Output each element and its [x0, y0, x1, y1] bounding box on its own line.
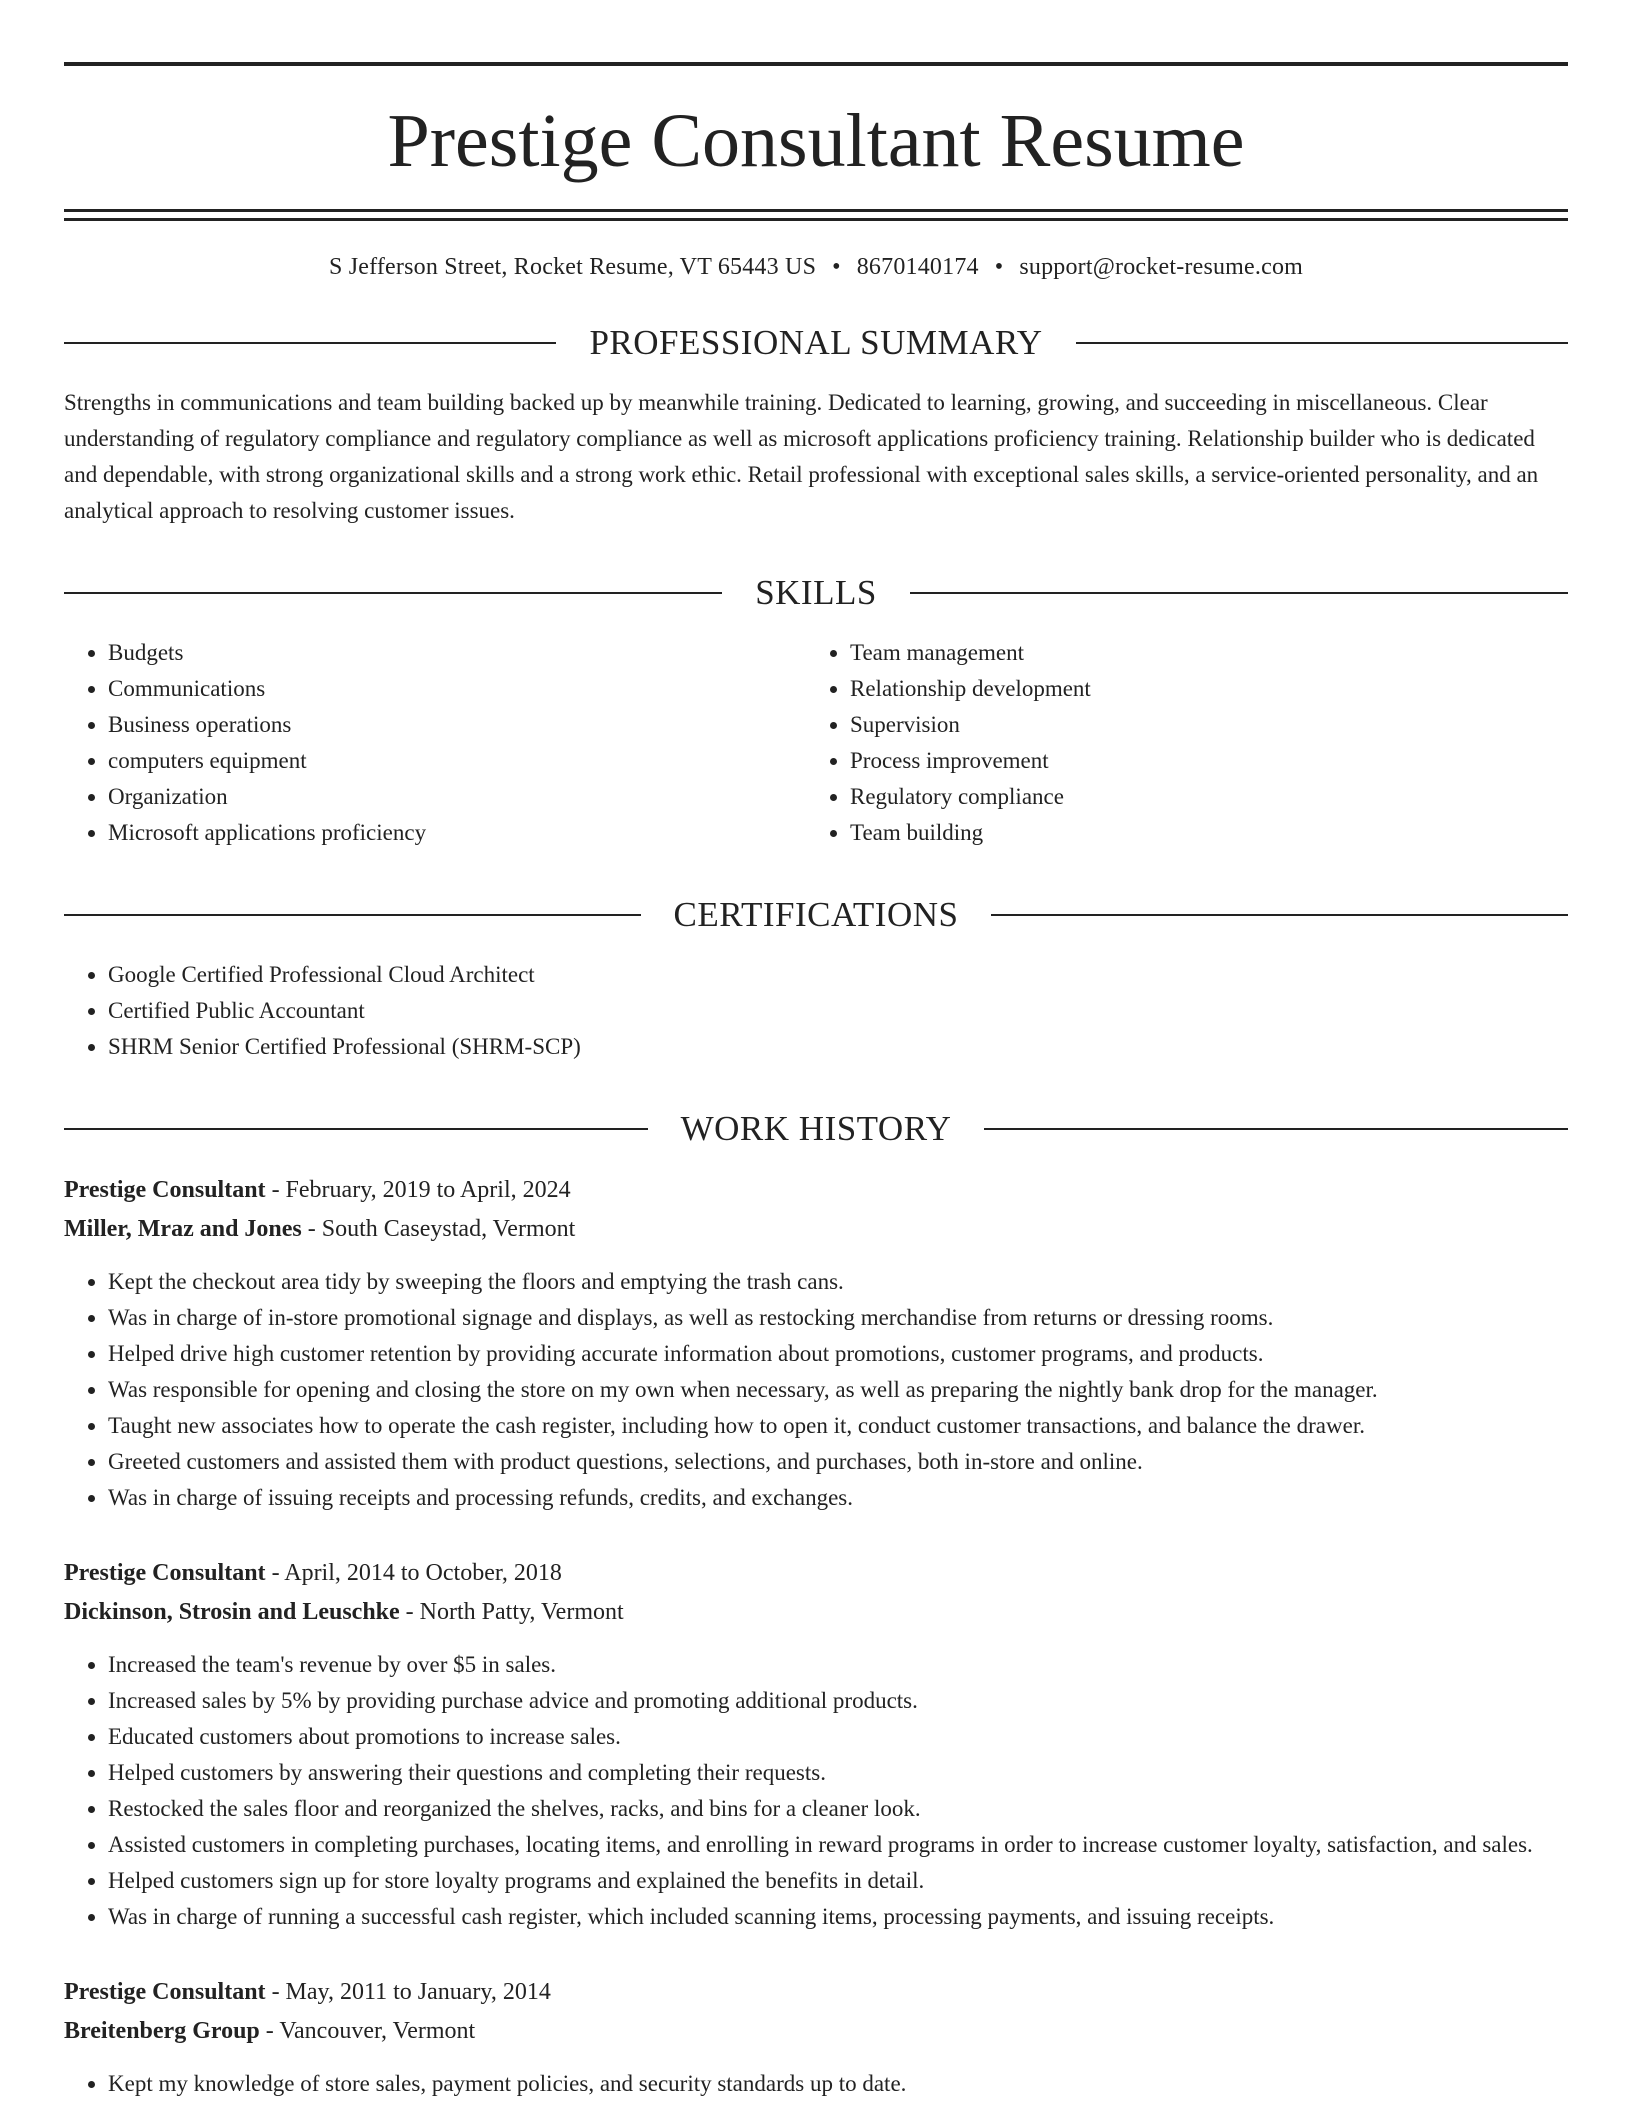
title-rule-upper: [64, 209, 1568, 212]
section-title: PROFESSIONAL SUMMARY: [589, 323, 1043, 362]
resume-title: Prestige Consultant Resume: [387, 99, 1245, 183]
job-role-line: [64, 1973, 1568, 2012]
job-role-line: [64, 1554, 1568, 1593]
job-bullet-list: [64, 1647, 1568, 1935]
contact-phone: 8670140174: [856, 254, 979, 280]
job-location: - North Patty, Vermont: [399, 1599, 624, 1625]
contact-address: S Jefferson Street, Rocket Resume, VT 65443 US: [328, 254, 817, 280]
skill-item: • Business operations: [108, 707, 806, 743]
skill-item: • Team management: [850, 635, 1548, 671]
certification-item: • Google Certified Professional Cloud Architect: [108, 957, 1568, 993]
section-title: SKILLS: [755, 573, 877, 612]
skill-item: • Team building: [850, 815, 1548, 851]
job-bullet: • Was in charge of issuing receipts and processing refunds, credits, and exchanges.: [108, 1480, 1568, 1516]
section-rule: [910, 592, 1568, 594]
job-bullet: • Kept my knowledge of store sales, payment policies, and security standards up to date.: [108, 2066, 1568, 2102]
job-bullet: • Was responsible for opening and closing the store on my own when necessary, as well as preparing the nightly bank drop for the manager.: [108, 1372, 1568, 1408]
skill-item: • Relationship development: [850, 671, 1548, 707]
job-role: Prestige Consultant: [64, 1979, 266, 2005]
job-bullet: • Restocked the sales floor and reorganized the shelves, racks, and bins for a cleaner look.: [108, 1791, 1568, 1827]
job-role: Prestige Consultant: [64, 1560, 266, 1586]
section-header-skills: [64, 573, 1568, 613]
section-header-summary: [64, 323, 1568, 363]
certification-item: • SHRM Senior Certified Professional (SHRM-SCP): [108, 1029, 1568, 1065]
job-company: Miller, Mraz and Jones: [64, 1216, 302, 1242]
certifications-list: [64, 957, 1568, 1065]
skills-column-left: [64, 635, 806, 851]
section-title: CERTIFICATIONS: [673, 895, 959, 934]
contact-separator: •: [832, 254, 841, 280]
job-bullet-list: [64, 2066, 1568, 2102]
job-company-line: [64, 1210, 1568, 1249]
section-rule: [64, 342, 556, 344]
section-header-certifications: [64, 895, 1568, 935]
job-bullet: • Taught new associates how to operate the cash register, including how to open it, conduct customer transactions, and balance the drawer.: [108, 1408, 1568, 1444]
skill-item: • Communications: [108, 671, 806, 707]
job-company-line: [64, 1593, 1568, 1632]
section-rule: [1076, 342, 1568, 344]
section-header-work: [64, 1109, 1568, 1149]
job-bullet: • Assisted customers in completing purchases, locating items, and enrolling in reward programs in order to increase customer loyalty, satisfaction, and sales.: [108, 1827, 1568, 1863]
title-rule-lower: [64, 218, 1568, 221]
job-entry: [64, 1171, 1568, 1516]
job-bullet-list: [64, 1264, 1568, 1516]
section-title: WORK HISTORY: [680, 1109, 952, 1148]
summary-text: Strengths in communications and team building backed up by meanwhile training. Dedicated to learning, growing, and succeeding in miscellaneous. Clear understanding of regulatory compliance and regulatory compliance as well as microsoft applications proficiency training. Relationship builder who is dedicated and dependable, with strong organizational skills and a strong work ethic. Retail professional with exceptional sales skills, a service-oriented personality, and an analytical approach to resolving customer issues.: [64, 390, 1539, 523]
certification-item: • Certified Public Accountant: [108, 993, 1568, 1029]
skill-item: • computers equipment: [108, 743, 806, 779]
contact-email: support@rocket-resume.com: [1019, 254, 1304, 280]
job-dates: - February, 2019 to April, 2024: [265, 1177, 571, 1203]
job-role: Prestige Consultant: [64, 1177, 266, 1203]
job-role-line: [64, 1171, 1568, 1210]
contact-separator: •: [994, 254, 1004, 280]
section-rule: [64, 592, 722, 594]
skills-column-right: [806, 635, 1548, 851]
job-bullet: • Was in charge of running a successful cash register, which included scanning items, processing payments, and issuing receipts.: [108, 1899, 1568, 1935]
job-company-line: [64, 2012, 1568, 2051]
job-company: Breitenberg Group: [64, 2018, 260, 2044]
job-entry: [64, 1973, 1568, 2102]
skill-item: • Regulatory compliance: [850, 779, 1548, 815]
job-dates: - April, 2014 to October, 2018: [265, 1560, 562, 1586]
job-bullet: • Increased the team's revenue by over $5 in sales.: [108, 1647, 1568, 1683]
skill-item: • Microsoft applications proficiency: [108, 815, 806, 851]
skill-item: • Process improvement: [850, 743, 1548, 779]
section-rule: [64, 914, 641, 916]
job-bullet: • Was in charge of in-store promotional signage and displays, as well as restocking merchandise from returns or dressing rooms.: [108, 1300, 1568, 1336]
job-bullet: • Helped drive high customer retention by providing accurate information about promotions, customer programs, and products.: [108, 1336, 1568, 1372]
job-bullet: • Greeted customers and assisted them with product questions, selections, and purchases, both in-store and online.: [108, 1444, 1568, 1480]
job-company: Dickinson, Strosin and Leuschke: [64, 1599, 400, 1625]
section-rule: [991, 914, 1568, 916]
job-location: - Vancouver, Vermont: [259, 2018, 476, 2044]
skills-list: [64, 635, 1568, 851]
section-rule: [64, 1128, 648, 1130]
contact-line: [64, 255, 1568, 279]
section-rule: [984, 1128, 1568, 1130]
job-bullet: • Kept the checkout area tidy by sweeping the floors and emptying the trash cans.: [108, 1264, 1568, 1300]
resume-page: [64, 62, 1568, 2102]
top-rule: [64, 62, 1568, 66]
job-bullet: • Helped customers by answering their questions and completing their requests.: [108, 1755, 1568, 1791]
skill-item: • Supervision: [850, 707, 1548, 743]
job-dates: - May, 2011 to January, 2014: [265, 1979, 551, 2005]
skill-item: • Budgets: [108, 635, 806, 671]
job-entry: [64, 1554, 1568, 1935]
job-bullet: • Educated customers about promotions to increase sales.: [108, 1719, 1568, 1755]
job-bullet: • Increased sales by 5% by providing purchase advice and promoting additional products.: [108, 1683, 1568, 1719]
skill-item: • Organization: [108, 779, 806, 815]
job-location: - South Caseystad, Vermont: [301, 1216, 576, 1242]
job-bullet: • Helped customers sign up for store loyalty programs and explained the benefits in detail.: [108, 1863, 1568, 1899]
